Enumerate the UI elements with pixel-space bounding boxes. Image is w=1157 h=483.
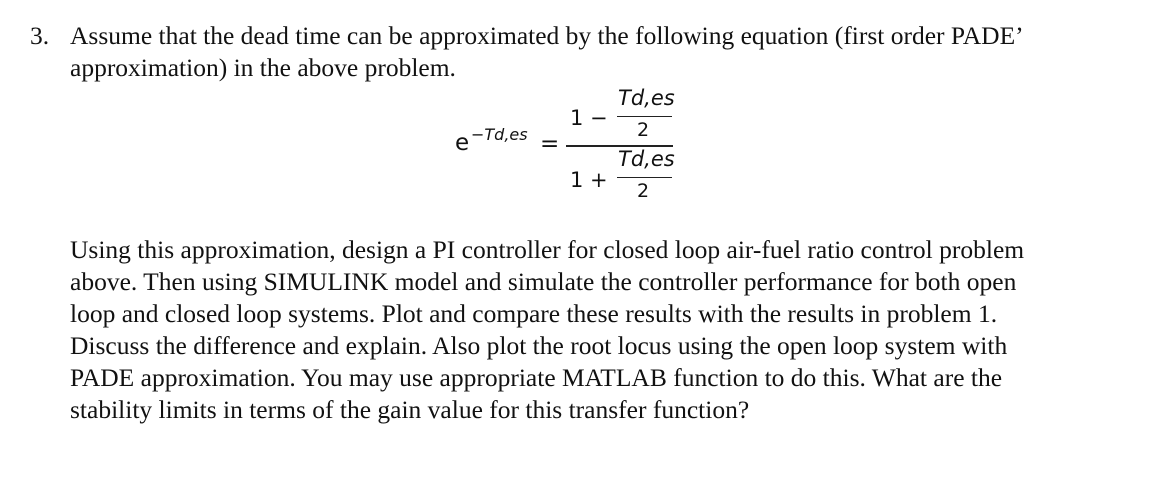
equation-numerator-divisor: 2: [637, 119, 650, 141]
equation-numerator-prefix: 1 −: [570, 106, 608, 130]
equation-denominator-term: Td,es: [618, 147, 675, 171]
problem-number: 3.: [30, 21, 50, 50]
equation-denominator-fraction-bar: [617, 177, 672, 178]
problem-task-text: Using this approximation, design a PI controller for closed loop air-fuel ratio control problem above. Then using SIMULINK model and simulate the controller performance for both open loop and closed loop systems. Plot and compare these results with the results in problem 1. Discuss the difference and explain. Also plot the root locus using the open loop system with PADE approximation. You may use appropriate MATLAB function to do this. What are the stability limits in terms of the gain value for this transfer function?: [70, 235, 1025, 424]
equation-denominator-divisor: 2: [637, 180, 650, 202]
equation-denominator-prefix: 1 +: [570, 168, 608, 192]
equation-equals-sign: =: [540, 131, 560, 157]
problem-intro-text: Assume that the dead time can be approximated by the following equation (first order PADE’ approximation) in the above problem.: [70, 21, 1024, 82]
equation-numerator-fraction-bar: [617, 116, 672, 117]
equation-numerator-term: Td,es: [618, 86, 675, 110]
equation-lhs-base: e: [455, 130, 470, 156]
equation-main-fraction-bar: [566, 145, 673, 147]
equation-lhs-exponent: −Td,es: [471, 125, 528, 144]
